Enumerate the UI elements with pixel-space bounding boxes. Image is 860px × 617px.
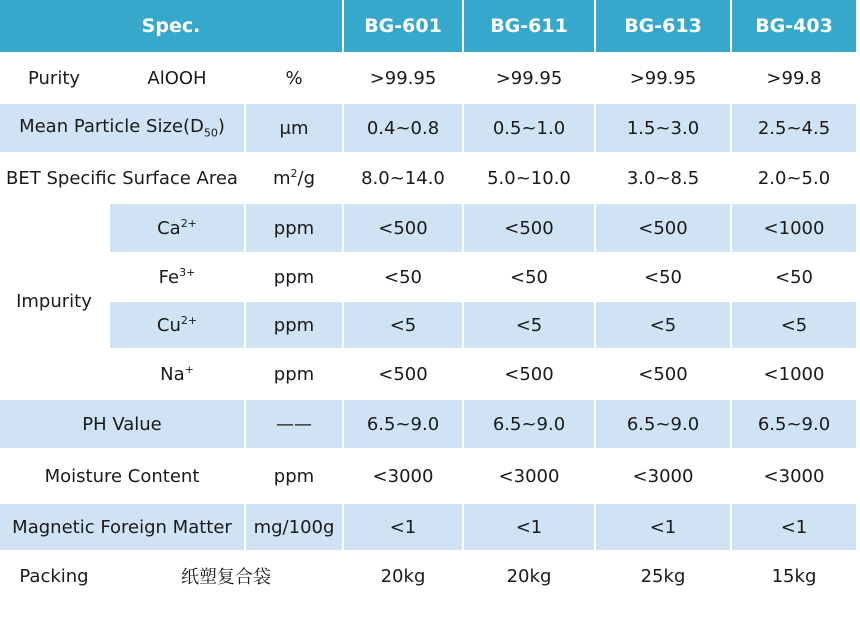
impurity-value: <50 bbox=[596, 254, 732, 302]
moisture-value: <3000 bbox=[464, 450, 596, 504]
impurity-row-cu bbox=[0, 302, 858, 350]
spec-header: Spec. bbox=[0, 0, 344, 54]
purity-unit: % bbox=[246, 54, 344, 104]
ion-charge: 2+ bbox=[180, 314, 198, 327]
product-header-bg601: BG-601 bbox=[344, 0, 464, 54]
ph-unit: —— bbox=[246, 400, 344, 450]
impurity-unit: ppm bbox=[246, 204, 344, 254]
bet-value: 2.0~5.0 bbox=[732, 154, 858, 204]
bet-unit-superscript: 2 bbox=[290, 167, 298, 180]
packing-value: 25kg bbox=[596, 552, 732, 602]
magnetic-value: <1 bbox=[732, 504, 858, 552]
purity-value: >99.95 bbox=[596, 54, 732, 104]
impurity-value: <500 bbox=[464, 350, 596, 400]
ph-value: 6.5~9.0 bbox=[596, 400, 732, 450]
purity-value: >99.8 bbox=[732, 54, 858, 104]
impurity-row-na bbox=[0, 350, 858, 400]
bet-value: 8.0~14.0 bbox=[344, 154, 464, 204]
moisture-unit: ppm bbox=[246, 450, 344, 504]
magnetic-row bbox=[0, 504, 858, 552]
ph-row bbox=[0, 400, 858, 450]
purity-value: >99.95 bbox=[464, 54, 596, 104]
bet-unit-end: /g bbox=[297, 168, 316, 189]
impurity-value: <5 bbox=[732, 302, 858, 350]
ion-ca bbox=[110, 204, 246, 254]
particle-size-label-text: Mean Particle Size(D bbox=[19, 116, 204, 138]
particle-size-value: 2.5~4.5 bbox=[732, 104, 858, 154]
ion-charge: 2+ bbox=[180, 217, 197, 230]
magnetic-value: <1 bbox=[464, 504, 596, 552]
impurity-value: <50 bbox=[344, 254, 464, 302]
packing-material: 纸塑复合袋 bbox=[110, 552, 344, 602]
ph-value: 6.5~9.0 bbox=[464, 400, 596, 450]
impurity-value: <5 bbox=[596, 302, 732, 350]
impurity-value: <1000 bbox=[732, 350, 858, 400]
ion-fe bbox=[110, 254, 246, 302]
magnetic-unit: mg/100g bbox=[246, 504, 344, 552]
ion-cu bbox=[110, 302, 246, 350]
moisture-row bbox=[0, 450, 858, 504]
packing-row bbox=[0, 552, 858, 602]
impurity-unit: ppm bbox=[246, 350, 344, 400]
packing-value: 20kg bbox=[344, 552, 464, 602]
particle-size-label-end: ) bbox=[217, 116, 225, 138]
packing-value: 15kg bbox=[732, 552, 858, 602]
ph-value: 6.5~9.0 bbox=[344, 400, 464, 450]
particle-size-unit: μm bbox=[246, 104, 344, 154]
purity-label: Purity bbox=[0, 54, 110, 104]
impurity-value: <500 bbox=[596, 350, 732, 400]
ph-label: PH Value bbox=[0, 400, 246, 450]
bet-value: 3.0~8.5 bbox=[596, 154, 732, 204]
particle-size-value: 0.5~1.0 bbox=[464, 104, 596, 154]
purity-row bbox=[0, 54, 858, 104]
bet-value: 5.0~10.0 bbox=[464, 154, 596, 204]
impurity-value: <500 bbox=[344, 350, 464, 400]
bet-unit-base: m bbox=[272, 168, 291, 189]
particle-size-label bbox=[0, 104, 246, 154]
impurity-unit: ppm bbox=[246, 302, 344, 350]
particle-size-row bbox=[0, 104, 858, 154]
header-row bbox=[0, 0, 858, 54]
impurity-unit: ppm bbox=[246, 254, 344, 302]
ion-symbol: Cu bbox=[156, 315, 181, 336]
bet-label: BET Specific Surface Area bbox=[0, 154, 246, 204]
product-header-bg611: BG-611 bbox=[464, 0, 596, 54]
product-header-bg613: BG-613 bbox=[596, 0, 732, 54]
magnetic-value: <1 bbox=[344, 504, 464, 552]
impurity-value: <50 bbox=[464, 254, 596, 302]
particle-size-label-subscript: 50 bbox=[203, 126, 218, 140]
ion-charge: + bbox=[184, 363, 194, 376]
ion-charge: 3+ bbox=[179, 266, 196, 279]
impurity-value: <500 bbox=[596, 204, 732, 254]
impurity-value: <5 bbox=[344, 302, 464, 350]
ph-value: 6.5~9.0 bbox=[732, 400, 858, 450]
ion-na bbox=[110, 350, 246, 400]
ion-symbol: Ca bbox=[157, 218, 181, 239]
particle-size-value: 1.5~3.0 bbox=[596, 104, 732, 154]
magnetic-value: <1 bbox=[596, 504, 732, 552]
moisture-value: <3000 bbox=[732, 450, 858, 504]
moisture-value: <3000 bbox=[344, 450, 464, 504]
ion-symbol: Na bbox=[160, 364, 185, 385]
purity-sub-label: AlOOH bbox=[110, 54, 246, 104]
bet-unit bbox=[246, 154, 344, 204]
particle-size-value: 0.4~0.8 bbox=[344, 104, 464, 154]
impurity-label: Impurity bbox=[0, 204, 110, 400]
impurity-value: <1000 bbox=[732, 204, 858, 254]
packing-label: Packing bbox=[0, 552, 110, 602]
purity-value: >99.95 bbox=[344, 54, 464, 104]
impurity-value: <500 bbox=[464, 204, 596, 254]
packing-value: 20kg bbox=[464, 552, 596, 602]
impurity-row-fe bbox=[0, 254, 858, 302]
impurity-value: <500 bbox=[344, 204, 464, 254]
impurity-row-ca bbox=[0, 204, 858, 254]
ion-symbol: Fe bbox=[158, 267, 180, 288]
product-header-bg403: BG-403 bbox=[732, 0, 858, 54]
moisture-label: Moisture Content bbox=[0, 450, 246, 504]
bet-row bbox=[0, 154, 858, 204]
moisture-value: <3000 bbox=[596, 450, 732, 504]
magnetic-label: Magnetic Foreign Matter bbox=[0, 504, 246, 552]
impurity-value: <5 bbox=[464, 302, 596, 350]
impurity-value: <50 bbox=[732, 254, 858, 302]
